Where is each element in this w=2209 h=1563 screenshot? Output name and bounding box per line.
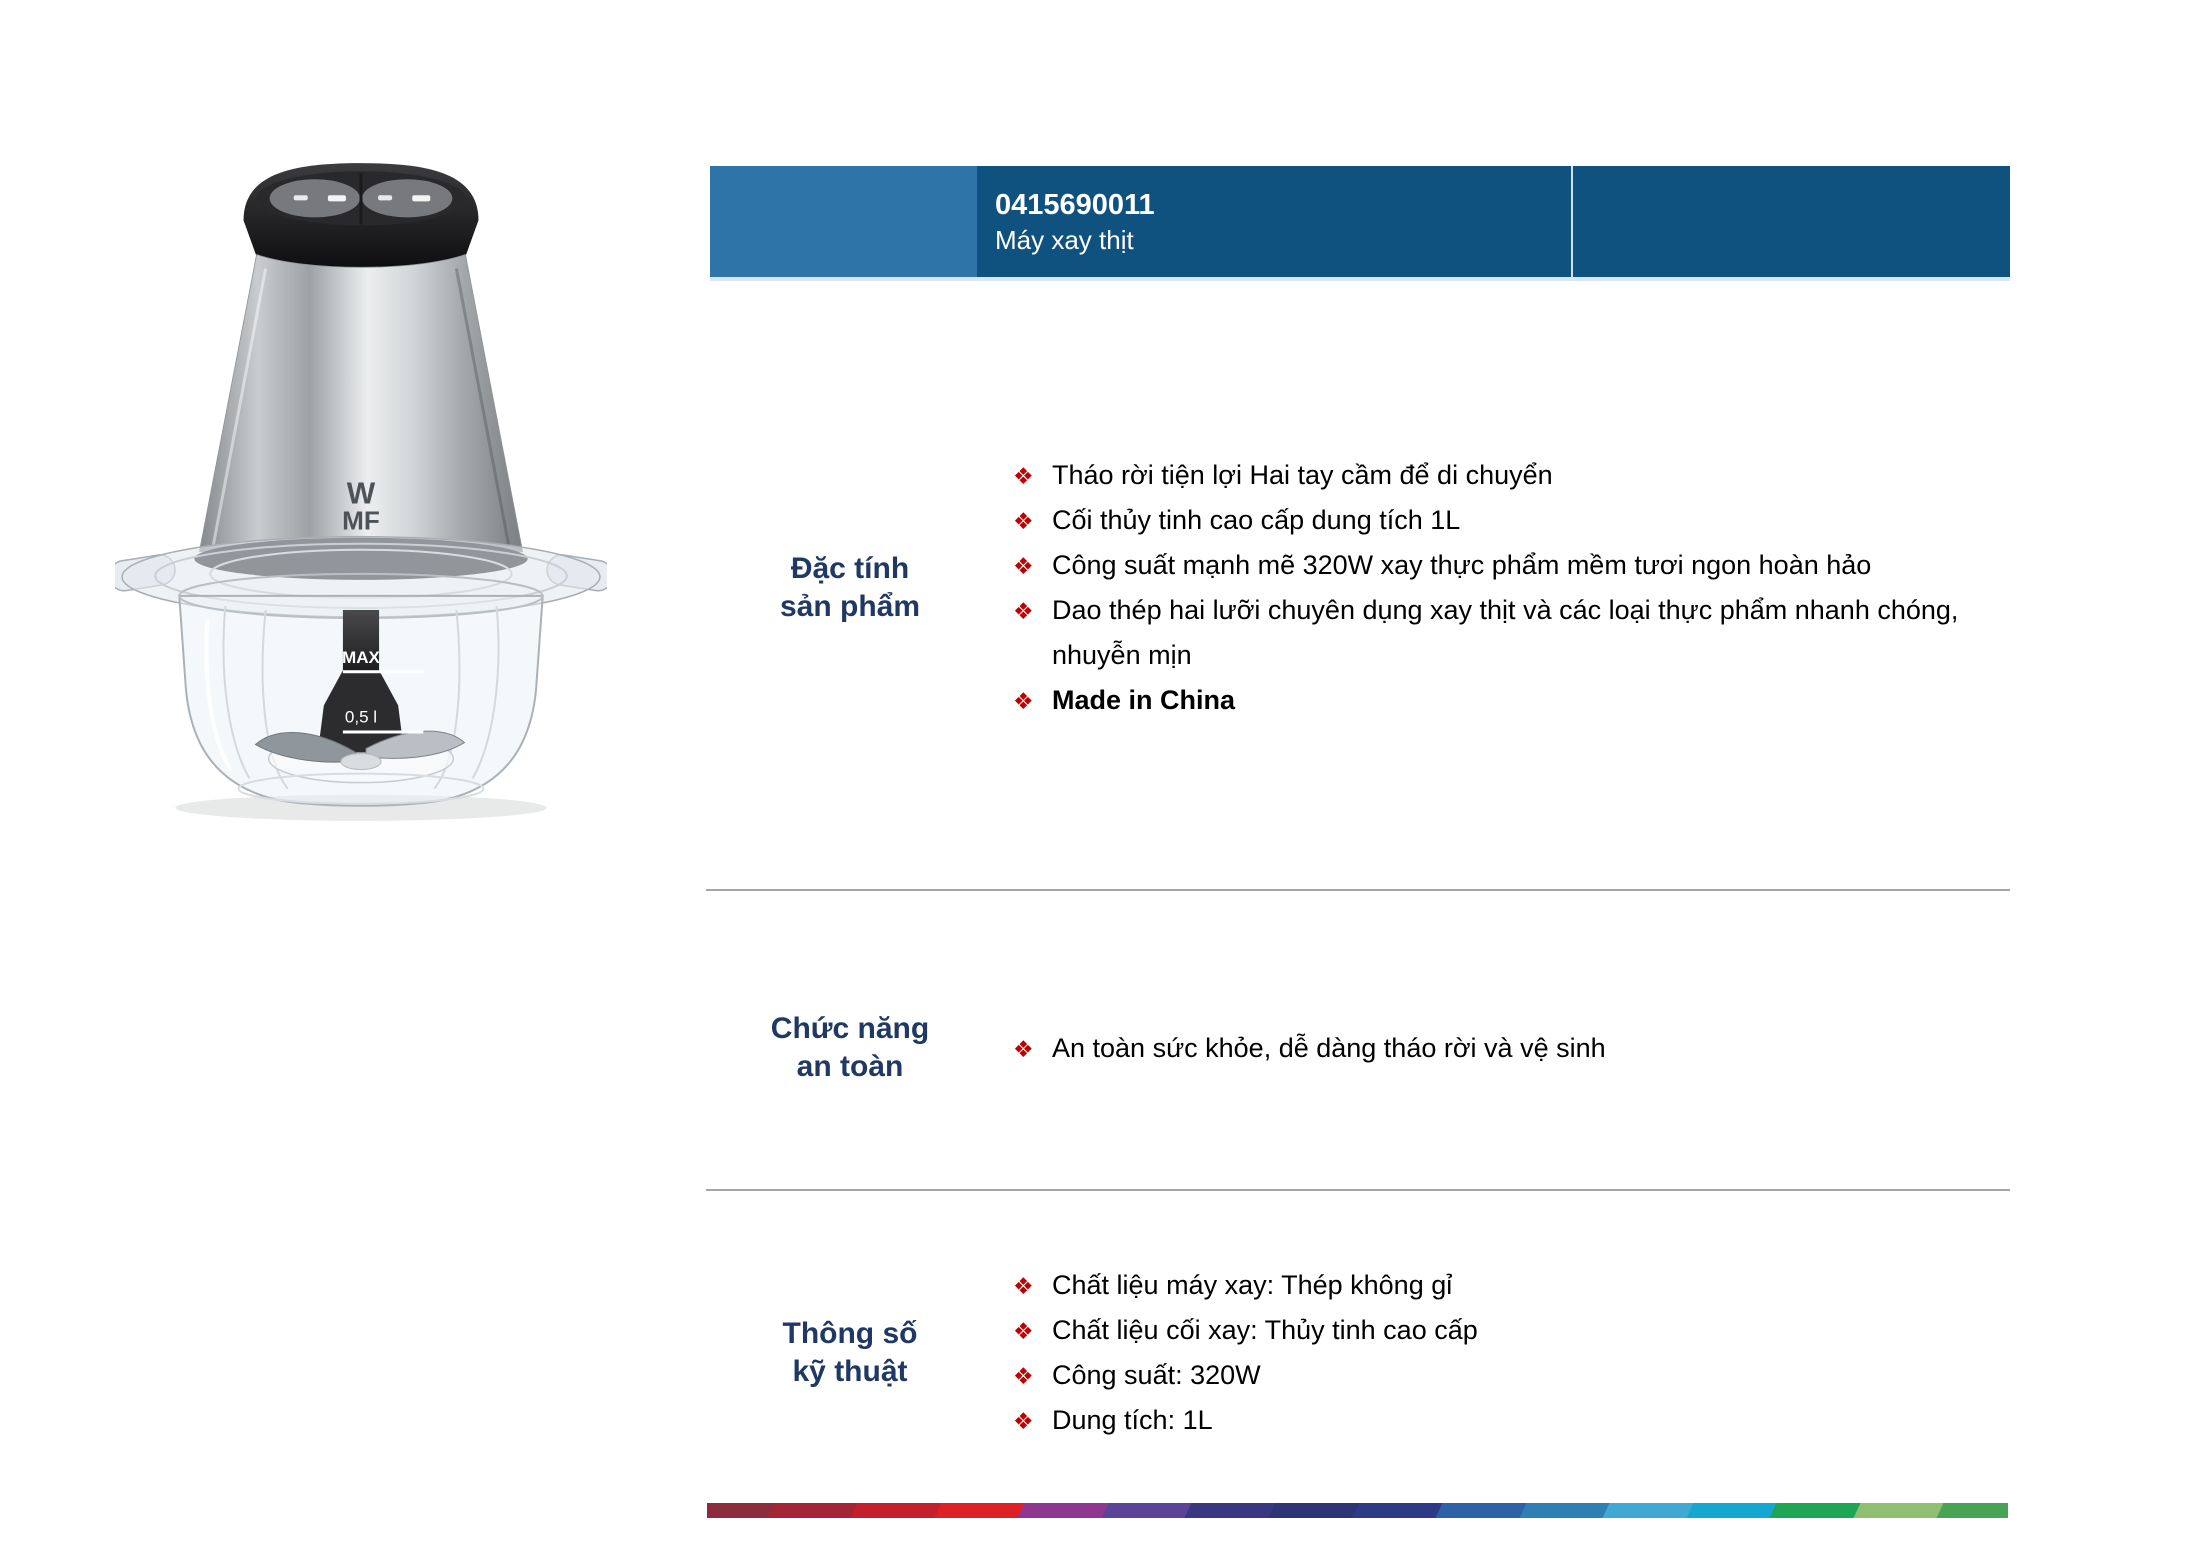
feature-text: Dung tích: 1L bbox=[1052, 1405, 1213, 1435]
feature-item-line bbox=[990, 1263, 2010, 1308]
diamond-bullet-icon: ❖ bbox=[1013, 553, 1034, 579]
diamond-bullet-icon: ❖ bbox=[1013, 688, 1034, 714]
color-bar-segment bbox=[707, 1503, 776, 1518]
header-accent-block bbox=[710, 166, 977, 277]
color-bar-segment bbox=[1937, 1503, 2008, 1518]
color-bar-segment bbox=[851, 1503, 944, 1518]
section-title bbox=[710, 1315, 990, 1391]
feature-text: Cối thủy tinh cao cấp dung tích 1L bbox=[1052, 505, 1461, 535]
product-code: 0415690011 bbox=[995, 188, 1155, 221]
color-bar-segment bbox=[1436, 1503, 1529, 1518]
svg-text:MF: MF bbox=[342, 505, 380, 536]
capacity-marking: 0,5 l bbox=[344, 707, 378, 727]
feature-text: Công suất: 320W bbox=[1052, 1360, 1261, 1390]
diamond-bullet-icon: ❖ bbox=[1013, 1363, 1034, 1389]
color-bar-segment bbox=[1519, 1503, 1612, 1518]
feature-text: Dao thép hai lưỡi chuyên dụng xay thịt và các loại thực phẩm nhanh chóng, bbox=[1052, 595, 1959, 625]
button-left bbox=[270, 179, 360, 217]
feature-item-line bbox=[990, 543, 2010, 588]
section-title-line: Thông số bbox=[782, 1317, 918, 1350]
header-vertical-divider bbox=[1571, 166, 1573, 277]
feature-item-line bbox=[990, 1353, 2010, 1398]
meat-grinder-illustration bbox=[115, 158, 607, 826]
color-bar-segment bbox=[934, 1503, 1027, 1518]
feature-item-line bbox=[990, 678, 2010, 723]
product-image bbox=[115, 158, 607, 826]
feature-text: Chất liệu cối xay: Thủy tinh cao cấp bbox=[1052, 1315, 1478, 1345]
feature-text: Chất liệu máy xay: Thép không gỉ bbox=[1052, 1270, 1453, 1300]
motor-body bbox=[199, 255, 522, 552]
section-divider bbox=[706, 1189, 2010, 1191]
section-title-line: Chức năng bbox=[770, 1012, 930, 1045]
feature-list bbox=[990, 453, 2010, 723]
spec-section bbox=[710, 1012, 2010, 1083]
color-bar-segment bbox=[1603, 1503, 1696, 1518]
section-title bbox=[710, 1010, 990, 1086]
feature-item-line bbox=[990, 633, 2010, 678]
section-title bbox=[710, 550, 990, 626]
feature-item-line bbox=[990, 588, 2010, 633]
feature-item-line bbox=[990, 1308, 2010, 1353]
section-title-line: sản phẩm bbox=[779, 590, 921, 623]
header-band bbox=[710, 166, 2010, 277]
feature-text: Công suất mạnh mẽ 320W xay thực phẩm mềm tươi ngon hoàn hảo bbox=[1052, 550, 1872, 580]
spec-section bbox=[710, 452, 2010, 724]
diamond-bullet-icon: ❖ bbox=[1013, 1408, 1034, 1434]
feature-item-line bbox=[990, 1026, 2010, 1071]
svg-text:W: W bbox=[346, 477, 376, 511]
feature-text: Made in China bbox=[1052, 685, 1236, 715]
diamond-bullet-icon: ❖ bbox=[1013, 598, 1034, 624]
diamond-bullet-icon: ❖ bbox=[1013, 463, 1034, 489]
feature-text: nhuyễn mịn bbox=[1052, 640, 1192, 670]
header-underline bbox=[710, 277, 2010, 281]
feature-text: An toàn sức khỏe, dễ dàng tháo rời và vệ sinh bbox=[1052, 1032, 1606, 1063]
button-right bbox=[362, 179, 452, 217]
product-name: Máy xay thịt bbox=[995, 224, 1134, 255]
color-bar-segment bbox=[1770, 1503, 1863, 1518]
color-bar-segment bbox=[1352, 1503, 1445, 1518]
footer-color-bar bbox=[707, 1503, 2008, 1518]
spec-section bbox=[710, 1262, 2010, 1444]
feature-list bbox=[990, 1263, 2010, 1443]
feature-item-line bbox=[990, 498, 2010, 543]
section-title-line: Đặc tính bbox=[790, 552, 910, 585]
feature-item-line bbox=[990, 453, 2010, 498]
color-bar-segment bbox=[1185, 1503, 1278, 1518]
color-bar-segment bbox=[1101, 1503, 1194, 1518]
max-marking: MAX bbox=[342, 648, 380, 668]
diamond-bullet-icon: ❖ bbox=[1013, 508, 1034, 534]
header-main-block bbox=[977, 166, 2010, 277]
wmf-logo bbox=[342, 478, 380, 536]
color-bar-segment bbox=[1268, 1503, 1361, 1518]
section-title-line: an toàn bbox=[796, 1050, 904, 1083]
color-bar-segment bbox=[1018, 1503, 1111, 1518]
section-title-line: kỹ thuật bbox=[792, 1355, 908, 1388]
power-button-cap bbox=[244, 163, 479, 268]
color-bar-segment bbox=[767, 1503, 860, 1518]
feature-list bbox=[990, 1026, 2010, 1071]
section-divider bbox=[706, 889, 2010, 891]
feature-text: Tháo rời tiện lợi Hai tay cầm để di chuyển bbox=[1052, 460, 1553, 490]
diamond-bullet-icon: ❖ bbox=[1013, 1035, 1034, 1062]
color-bar-segment bbox=[1853, 1503, 1946, 1518]
diamond-bullet-icon: ❖ bbox=[1013, 1318, 1034, 1344]
diamond-bullet-icon: ❖ bbox=[1013, 1273, 1034, 1299]
color-bar-segment bbox=[1686, 1503, 1779, 1518]
feature-item-line bbox=[990, 1398, 2010, 1443]
